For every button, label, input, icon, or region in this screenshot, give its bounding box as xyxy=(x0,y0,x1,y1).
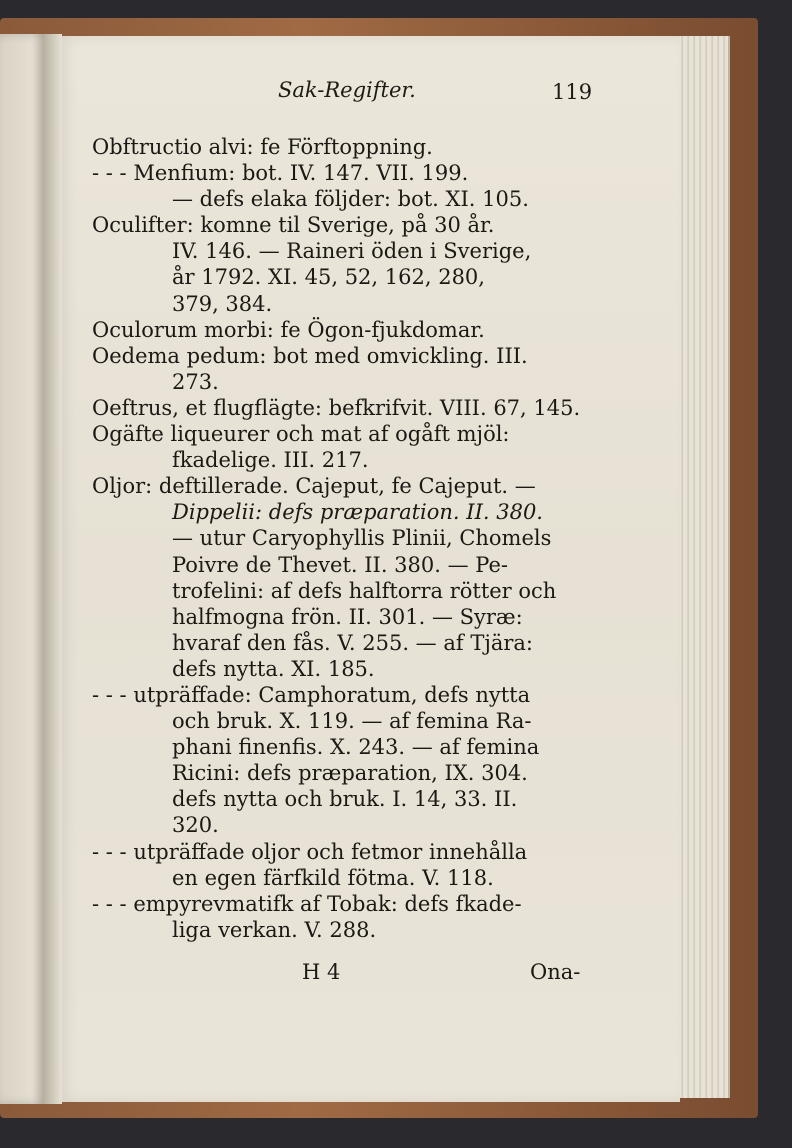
text-line: defs nytta och bruk. I. 14, 33. II. xyxy=(172,787,518,812)
text-line: Obftructio alvi: fe Förftoppning. xyxy=(92,135,433,159)
page-block-edges xyxy=(672,36,730,1098)
text-line: - - - empyrevmatifk af Tobak: defs fkade- xyxy=(92,891,522,916)
text-line: Oeftrus, et flugflägte: befkrifvit. VIII. 67, 145. xyxy=(92,395,581,420)
text-line: phani finenfis. X. 243. — af femina xyxy=(172,735,540,760)
page-footer xyxy=(0,960,792,990)
text-line: Oculorum morbi: fe Ögon-fjukdomar. xyxy=(92,317,485,342)
text-line: Oculifter: komne til Sverige, på 30 år. xyxy=(92,213,495,238)
running-head: Sak-Regifter. xyxy=(278,78,416,102)
text-line: Oedema pedum: bot med omvickling. III. xyxy=(92,343,528,368)
text-line: - - - utpräffade oljor och fetmor innehålla xyxy=(92,839,528,864)
text-line: Ricini: defs præparation, IX. 304. xyxy=(172,761,528,786)
text-line: och bruk. X. 119. — af femina Ra- xyxy=(172,709,532,734)
page-header xyxy=(0,78,792,114)
index-text xyxy=(92,134,592,943)
text-line: halfmogna frön. II. 301. — Syræ: xyxy=(172,604,523,629)
page-number: 119 xyxy=(552,80,593,104)
signature-mark: H 4 xyxy=(302,960,341,984)
text-line: fkadelige. III. 217. xyxy=(172,448,369,473)
text-line: Ogäfte liqueurer och mat af ogåft mjöl: xyxy=(92,422,510,447)
text-line: 273. xyxy=(172,369,219,394)
catchword: Ona- xyxy=(530,960,581,984)
text-line: defs nytta. XI. 185. xyxy=(172,656,375,681)
text-line: år 1792. XI. 45, 52, 162, 280, xyxy=(172,265,485,290)
left-page-edge xyxy=(0,34,46,1104)
book-gutter xyxy=(44,34,62,1104)
text-line: Oljor: deftillerade. Cajeput, fe Cajeput. — xyxy=(92,474,536,499)
text-line: trofelini: af defs halftorra rötter och xyxy=(172,578,557,603)
text-line: IV. 146. — Raineri öden i Sverige, xyxy=(172,239,532,264)
text-line: - - - utpräffade: Camphoratum, defs nytta xyxy=(92,682,531,707)
text-line: hvaraf den fås. V. 255. — af Tjära: xyxy=(172,630,533,655)
text-line: — utur Caryophyllis Plinii, Chomels xyxy=(172,526,552,551)
text-line: liga verkan. V. 288. xyxy=(172,917,377,942)
text-line: — defs elaka följder: bot. XI. 105. xyxy=(172,187,529,212)
text-line: 320. xyxy=(172,813,219,838)
text-line: 379, 384. xyxy=(172,291,273,316)
text-line: Poivre de Thevet. II. 380. — Pe- xyxy=(172,552,508,577)
text-line: en egen färfkild fötma. V. 118. xyxy=(172,865,494,890)
text-line: - - - Menfium: bot. IV. 147. VII. 199. xyxy=(92,161,469,186)
text-line: Dippelii: defs præparation. II. 380. xyxy=(172,500,543,525)
